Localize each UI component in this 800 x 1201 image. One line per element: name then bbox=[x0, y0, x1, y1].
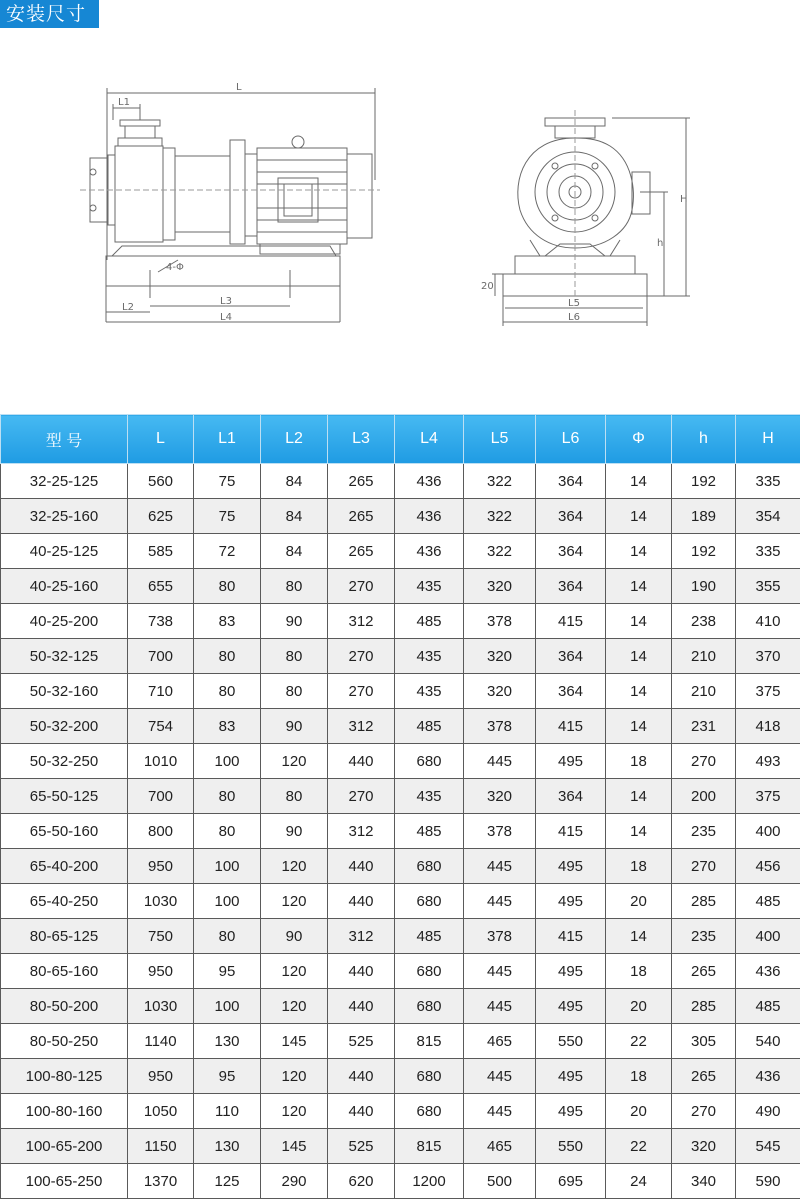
table-cell: 18 bbox=[606, 954, 672, 989]
table-cell: 290 bbox=[261, 1164, 328, 1199]
table-cell: 125 bbox=[194, 1164, 261, 1199]
table-cell: 620 bbox=[328, 1164, 395, 1199]
table-row bbox=[1, 499, 800, 534]
front-view bbox=[492, 110, 690, 326]
table-cell: 120 bbox=[261, 989, 328, 1024]
table-cell: 800 bbox=[128, 814, 194, 849]
table-cell: 110 bbox=[194, 1094, 261, 1129]
dim-label-h: h bbox=[657, 238, 664, 249]
table-cell: 445 bbox=[464, 744, 536, 779]
dim-label-L4: L4 bbox=[220, 312, 232, 323]
table-cell: 335 bbox=[736, 464, 800, 499]
table-cell: 540 bbox=[736, 1024, 800, 1059]
table-cell: 312 bbox=[328, 604, 395, 639]
table-cell: 655 bbox=[128, 569, 194, 604]
table-cell: 700 bbox=[128, 779, 194, 814]
table-cell: 364 bbox=[536, 674, 606, 709]
table-cell: 80-50-200 bbox=[1, 989, 128, 1024]
table-cell: 192 bbox=[672, 464, 736, 499]
table-cell: 418 bbox=[736, 709, 800, 744]
table-cell: 436 bbox=[395, 464, 464, 499]
table-cell: 525 bbox=[328, 1129, 395, 1164]
table-cell: 378 bbox=[464, 709, 536, 744]
table-cell: 445 bbox=[464, 989, 536, 1024]
table-row bbox=[1, 779, 800, 814]
dim-label-H: H bbox=[680, 194, 688, 205]
table-cell: 485 bbox=[395, 604, 464, 639]
table-cell: 500 bbox=[464, 1164, 536, 1199]
table-row bbox=[1, 744, 800, 779]
table-cell: 436 bbox=[736, 1059, 800, 1094]
table-cell: 950 bbox=[128, 849, 194, 884]
table-cell: 231 bbox=[672, 709, 736, 744]
table-cell: 815 bbox=[395, 1129, 464, 1164]
table-cell: 50-32-250 bbox=[1, 744, 128, 779]
table-cell: 355 bbox=[736, 569, 800, 604]
table-cell: 65-40-200 bbox=[1, 849, 128, 884]
table-cell: 465 bbox=[464, 1024, 536, 1059]
table-cell: 18 bbox=[606, 1059, 672, 1094]
table-row bbox=[1, 534, 800, 569]
table-cell: 495 bbox=[536, 884, 606, 919]
table-cell: 75 bbox=[194, 499, 261, 534]
column-header: L3 bbox=[328, 415, 395, 464]
table-cell: 265 bbox=[672, 1059, 736, 1094]
table-cell: 80 bbox=[194, 674, 261, 709]
table-cell: 65-40-250 bbox=[1, 884, 128, 919]
column-header: h bbox=[672, 415, 736, 464]
dim-label-20: 20 bbox=[481, 281, 494, 292]
table-cell: 312 bbox=[328, 709, 395, 744]
column-header: H bbox=[736, 415, 800, 464]
table-cell: 100-80-160 bbox=[1, 1094, 128, 1129]
table-cell: 1050 bbox=[128, 1094, 194, 1129]
table-cell: 585 bbox=[128, 534, 194, 569]
dim-label-L1: L1 bbox=[118, 97, 130, 108]
dim-label-L3: L3 bbox=[220, 296, 232, 307]
table-cell: 322 bbox=[464, 499, 536, 534]
table-row bbox=[1, 1059, 800, 1094]
table-cell: 525 bbox=[328, 1024, 395, 1059]
table-cell: 50-32-200 bbox=[1, 709, 128, 744]
table-cell: 80 bbox=[194, 779, 261, 814]
table-cell: 750 bbox=[128, 919, 194, 954]
column-header: L6 bbox=[536, 415, 606, 464]
installation-drawing bbox=[0, 60, 800, 360]
table-body bbox=[1, 464, 800, 1199]
column-header: L2 bbox=[261, 415, 328, 464]
table-cell: 265 bbox=[328, 499, 395, 534]
side-view bbox=[80, 88, 380, 322]
table-cell: 680 bbox=[395, 849, 464, 884]
table-cell: 14 bbox=[606, 639, 672, 674]
table-cell: 14 bbox=[606, 499, 672, 534]
table-row bbox=[1, 674, 800, 709]
table-cell: 815 bbox=[395, 1024, 464, 1059]
table-cell: 738 bbox=[128, 604, 194, 639]
table-cell: 440 bbox=[328, 849, 395, 884]
table-cell: 320 bbox=[464, 569, 536, 604]
table-cell: 378 bbox=[464, 919, 536, 954]
pump-drawing-svg bbox=[0, 60, 800, 360]
table-cell: 312 bbox=[328, 814, 395, 849]
table-cell: 120 bbox=[261, 849, 328, 884]
table-cell: 50-32-125 bbox=[1, 639, 128, 674]
table-cell: 130 bbox=[194, 1024, 261, 1059]
table-cell: 80-65-160 bbox=[1, 954, 128, 989]
table-row bbox=[1, 954, 800, 989]
table-cell: 18 bbox=[606, 849, 672, 884]
table-cell: 493 bbox=[736, 744, 800, 779]
table-cell: 210 bbox=[672, 674, 736, 709]
table-cell: 950 bbox=[128, 1059, 194, 1094]
table-cell: 445 bbox=[464, 849, 536, 884]
table-cell: 560 bbox=[128, 464, 194, 499]
table-cell: 100 bbox=[194, 744, 261, 779]
table-cell: 14 bbox=[606, 674, 672, 709]
table-cell: 1030 bbox=[128, 884, 194, 919]
table-cell: 550 bbox=[536, 1129, 606, 1164]
table-cell: 305 bbox=[672, 1024, 736, 1059]
table-row bbox=[1, 989, 800, 1024]
table-cell: 235 bbox=[672, 814, 736, 849]
table-row bbox=[1, 1094, 800, 1129]
table-cell: 14 bbox=[606, 604, 672, 639]
table-cell: 495 bbox=[536, 744, 606, 779]
table-cell: 100-65-200 bbox=[1, 1129, 128, 1164]
table-cell: 375 bbox=[736, 779, 800, 814]
table-cell: 364 bbox=[536, 569, 606, 604]
dim-label-L: L bbox=[236, 82, 242, 93]
table-cell: 590 bbox=[736, 1164, 800, 1199]
column-header: L5 bbox=[464, 415, 536, 464]
table-cell: 270 bbox=[328, 569, 395, 604]
table-cell: 485 bbox=[736, 989, 800, 1024]
table-cell: 495 bbox=[536, 849, 606, 884]
table-row bbox=[1, 1024, 800, 1059]
table-cell: 190 bbox=[672, 569, 736, 604]
table-cell: 435 bbox=[395, 779, 464, 814]
table-cell: 20 bbox=[606, 884, 672, 919]
table-cell: 270 bbox=[328, 779, 395, 814]
table-cell: 120 bbox=[261, 1094, 328, 1129]
table-cell: 14 bbox=[606, 779, 672, 814]
table-cell: 14 bbox=[606, 464, 672, 499]
table-cell: 435 bbox=[395, 639, 464, 674]
table-cell: 495 bbox=[536, 1059, 606, 1094]
table-row bbox=[1, 884, 800, 919]
table-cell: 378 bbox=[464, 814, 536, 849]
table-cell: 95 bbox=[194, 1059, 261, 1094]
table-cell: 335 bbox=[736, 534, 800, 569]
table-cell: 84 bbox=[261, 499, 328, 534]
table-cell: 378 bbox=[464, 604, 536, 639]
table-cell: 495 bbox=[536, 989, 606, 1024]
table-cell: 83 bbox=[194, 709, 261, 744]
table-cell: 320 bbox=[672, 1129, 736, 1164]
table-cell: 320 bbox=[464, 639, 536, 674]
table-cell: 364 bbox=[536, 499, 606, 534]
table-cell: 14 bbox=[606, 709, 672, 744]
table-cell: 415 bbox=[536, 814, 606, 849]
table-cell: 322 bbox=[464, 464, 536, 499]
column-header: L4 bbox=[395, 415, 464, 464]
column-header: L bbox=[128, 415, 194, 464]
table-cell: 80 bbox=[194, 814, 261, 849]
table-cell: 440 bbox=[328, 989, 395, 1024]
table-cell: 485 bbox=[395, 814, 464, 849]
table-cell: 90 bbox=[261, 604, 328, 639]
table-cell: 270 bbox=[328, 639, 395, 674]
table-cell: 130 bbox=[194, 1129, 261, 1164]
table-row bbox=[1, 639, 800, 674]
table-cell: 265 bbox=[672, 954, 736, 989]
table-cell: 364 bbox=[536, 639, 606, 674]
table-cell: 80 bbox=[194, 639, 261, 674]
table-cell: 22 bbox=[606, 1129, 672, 1164]
table-cell: 84 bbox=[261, 534, 328, 569]
table-cell: 485 bbox=[736, 884, 800, 919]
table-cell: 322 bbox=[464, 534, 536, 569]
table-row bbox=[1, 1164, 800, 1199]
table-cell: 235 bbox=[672, 919, 736, 954]
table-cell: 265 bbox=[328, 464, 395, 499]
table-cell: 680 bbox=[395, 1059, 464, 1094]
table-cell: 80 bbox=[261, 779, 328, 814]
table-row bbox=[1, 849, 800, 884]
table-cell: 14 bbox=[606, 919, 672, 954]
dim-label-L5: L5 bbox=[568, 298, 580, 309]
table-cell: 72 bbox=[194, 534, 261, 569]
table-cell: 680 bbox=[395, 954, 464, 989]
table-cell: 90 bbox=[261, 709, 328, 744]
table-cell: 145 bbox=[261, 1129, 328, 1164]
table-cell: 100 bbox=[194, 849, 261, 884]
table-row bbox=[1, 709, 800, 744]
table-cell: 80 bbox=[261, 674, 328, 709]
table-cell: 695 bbox=[536, 1164, 606, 1199]
table-cell: 285 bbox=[672, 884, 736, 919]
table-cell: 340 bbox=[672, 1164, 736, 1199]
column-header: L1 bbox=[194, 415, 261, 464]
table-cell: 440 bbox=[328, 1094, 395, 1129]
table-cell: 40-25-160 bbox=[1, 569, 128, 604]
table-row bbox=[1, 569, 800, 604]
table-cell: 456 bbox=[736, 849, 800, 884]
table-cell: 400 bbox=[736, 814, 800, 849]
table-cell: 485 bbox=[395, 919, 464, 954]
table-cell: 320 bbox=[464, 779, 536, 814]
table-cell: 80-50-250 bbox=[1, 1024, 128, 1059]
table-cell: 440 bbox=[328, 1059, 395, 1094]
table-cell: 370 bbox=[736, 639, 800, 674]
table-cell: 238 bbox=[672, 604, 736, 639]
table-cell: 312 bbox=[328, 919, 395, 954]
table-cell: 625 bbox=[128, 499, 194, 534]
table-cell: 270 bbox=[328, 674, 395, 709]
table-cell: 485 bbox=[395, 709, 464, 744]
table-cell: 364 bbox=[536, 779, 606, 814]
dimensions-table bbox=[0, 414, 800, 1199]
table-cell: 100-65-250 bbox=[1, 1164, 128, 1199]
table-cell: 100 bbox=[194, 884, 261, 919]
table-cell: 1140 bbox=[128, 1024, 194, 1059]
table-cell: 95 bbox=[194, 954, 261, 989]
table-cell: 192 bbox=[672, 534, 736, 569]
table-cell: 40-25-200 bbox=[1, 604, 128, 639]
table-cell: 189 bbox=[672, 499, 736, 534]
table-cell: 270 bbox=[672, 744, 736, 779]
table-cell: 550 bbox=[536, 1024, 606, 1059]
table-cell: 145 bbox=[261, 1024, 328, 1059]
table-cell: 40-25-125 bbox=[1, 534, 128, 569]
table-cell: 680 bbox=[395, 989, 464, 1024]
table-cell: 354 bbox=[736, 499, 800, 534]
table-cell: 445 bbox=[464, 884, 536, 919]
section-title: 安装尺寸 bbox=[0, 0, 99, 28]
table-cell: 32-25-125 bbox=[1, 464, 128, 499]
table-cell: 436 bbox=[736, 954, 800, 989]
table-cell: 80 bbox=[261, 639, 328, 674]
table-cell: 20 bbox=[606, 1094, 672, 1129]
table-cell: 680 bbox=[395, 884, 464, 919]
table-cell: 80 bbox=[194, 569, 261, 604]
table-row bbox=[1, 814, 800, 849]
table-cell: 400 bbox=[736, 919, 800, 954]
table-cell: 90 bbox=[261, 814, 328, 849]
table-cell: 680 bbox=[395, 1094, 464, 1129]
table-cell: 265 bbox=[328, 534, 395, 569]
column-header: Φ bbox=[606, 415, 672, 464]
table-cell: 364 bbox=[536, 534, 606, 569]
table-cell: 440 bbox=[328, 744, 395, 779]
table-cell: 32-25-160 bbox=[1, 499, 128, 534]
table-cell: 120 bbox=[261, 744, 328, 779]
table-cell: 14 bbox=[606, 534, 672, 569]
table-cell: 80-65-125 bbox=[1, 919, 128, 954]
table-cell: 495 bbox=[536, 954, 606, 989]
dim-label-L6: L6 bbox=[568, 312, 580, 323]
table-cell: 90 bbox=[261, 919, 328, 954]
table-row bbox=[1, 1129, 800, 1164]
table-cell: 435 bbox=[395, 569, 464, 604]
table-cell: 436 bbox=[395, 499, 464, 534]
table-cell: 24 bbox=[606, 1164, 672, 1199]
table-cell: 1150 bbox=[128, 1129, 194, 1164]
column-header: 型 号 bbox=[1, 415, 128, 464]
table-cell: 465 bbox=[464, 1129, 536, 1164]
table-cell: 700 bbox=[128, 639, 194, 674]
table-cell: 270 bbox=[672, 1094, 736, 1129]
table-cell: 200 bbox=[672, 779, 736, 814]
table-row bbox=[1, 919, 800, 954]
table-cell: 80 bbox=[261, 569, 328, 604]
table-cell: 415 bbox=[536, 604, 606, 639]
table-cell: 710 bbox=[128, 674, 194, 709]
table-cell: 210 bbox=[672, 639, 736, 674]
table-cell: 1010 bbox=[128, 744, 194, 779]
table-row bbox=[1, 464, 800, 499]
table-cell: 75 bbox=[194, 464, 261, 499]
table-cell: 364 bbox=[536, 464, 606, 499]
table-cell: 120 bbox=[261, 884, 328, 919]
table-cell: 436 bbox=[395, 534, 464, 569]
table-cell: 445 bbox=[464, 1094, 536, 1129]
table-cell: 14 bbox=[606, 814, 672, 849]
table-cell: 20 bbox=[606, 989, 672, 1024]
table-cell: 415 bbox=[536, 709, 606, 744]
table-cell: 1200 bbox=[395, 1164, 464, 1199]
dim-label-L2: L2 bbox=[122, 302, 134, 313]
table-cell: 270 bbox=[672, 849, 736, 884]
table-cell: 14 bbox=[606, 569, 672, 604]
table-cell: 440 bbox=[328, 884, 395, 919]
table-cell: 495 bbox=[536, 1094, 606, 1129]
table-cell: 50-32-160 bbox=[1, 674, 128, 709]
table-cell: 440 bbox=[328, 954, 395, 989]
table-cell: 445 bbox=[464, 954, 536, 989]
table-cell: 83 bbox=[194, 604, 261, 639]
table-cell: 410 bbox=[736, 604, 800, 639]
table-cell: 65-50-160 bbox=[1, 814, 128, 849]
table-cell: 545 bbox=[736, 1129, 800, 1164]
table-cell: 754 bbox=[128, 709, 194, 744]
table-cell: 375 bbox=[736, 674, 800, 709]
table-cell: 285 bbox=[672, 989, 736, 1024]
table-cell: 1370 bbox=[128, 1164, 194, 1199]
table-cell: 1030 bbox=[128, 989, 194, 1024]
table-cell: 100-80-125 bbox=[1, 1059, 128, 1094]
table-cell: 415 bbox=[536, 919, 606, 954]
table-cell: 80 bbox=[194, 919, 261, 954]
table-row bbox=[1, 604, 800, 639]
table-cell: 22 bbox=[606, 1024, 672, 1059]
table-cell: 18 bbox=[606, 744, 672, 779]
table-cell: 84 bbox=[261, 464, 328, 499]
table-cell: 65-50-125 bbox=[1, 779, 128, 814]
table-header-row bbox=[1, 415, 800, 464]
dim-label-hole: 4-Φ bbox=[166, 262, 184, 273]
table-cell: 100 bbox=[194, 989, 261, 1024]
table-cell: 445 bbox=[464, 1059, 536, 1094]
table-cell: 490 bbox=[736, 1094, 800, 1129]
table-cell: 435 bbox=[395, 674, 464, 709]
table-cell: 120 bbox=[261, 954, 328, 989]
table-cell: 950 bbox=[128, 954, 194, 989]
table-cell: 320 bbox=[464, 674, 536, 709]
table-cell: 680 bbox=[395, 744, 464, 779]
table-cell: 120 bbox=[261, 1059, 328, 1094]
